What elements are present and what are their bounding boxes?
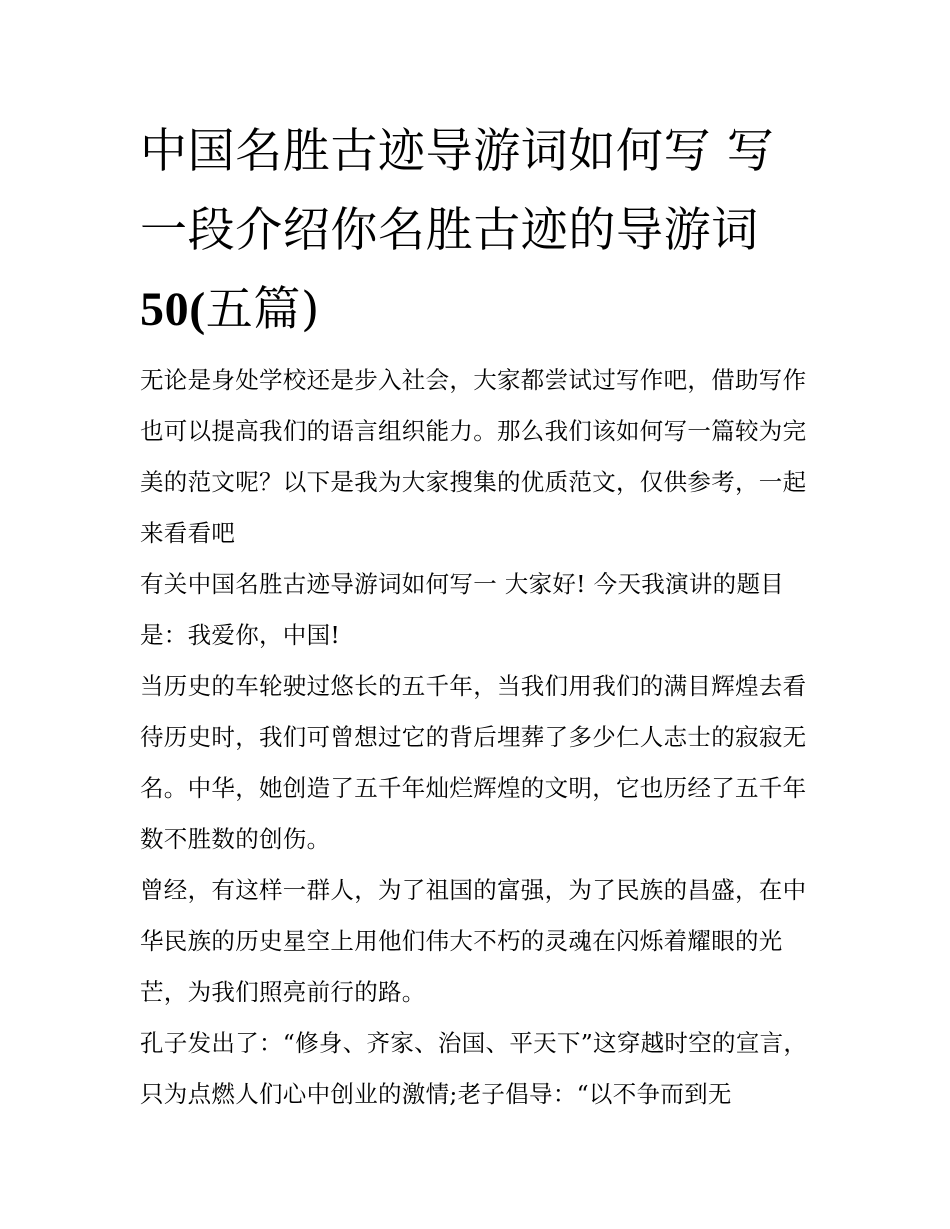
history-paragraph: 当历史的车轮驶过悠长的五千年，当我们用我们的满目辉煌去看待历史时，我们可曾想过它的背后埋葬了多少仁人志士的寂寂无名。中华，她创造了五千年灿烂辉煌的文明，它也历经了五千年数不胜数的创伤。	[140, 672, 807, 853]
heroes-paragraph: 曾经，有这样一群人，为了祖国的富强，为了民族的昌盛，在中华民族的历史星空上用他们伟大不朽的灵魂在闪烁着耀眼的光芒，为我们照亮前行的路。	[140, 876, 807, 1006]
confucius-paragraph: 孔子发出了：“修身、齐家、治国、平天下”这穿越时空的宣言，只为点燃人们心中创业的激情;老子倡导：“以不争而到无	[140, 1029, 808, 1108]
document-title	[140, 112, 815, 349]
document-body	[140, 112, 815, 1120]
speech-opening-paragraph: 有关中国名胜古迹导游词如何写一 大家好! 今天我演讲的题目是：我爱你，中国!	[140, 570, 785, 649]
intro-paragraph: 无论是身处学校还是步入社会，大家都尝试过写作吧，借助写作也可以提高我们的语言组织能力。那么我们该如何写一篇较为完美的范文呢？以下是我为大家搜集的优质范文，仅供参考，一起来看看吧	[140, 366, 807, 547]
document-title-number: 50(	[140, 283, 206, 336]
document-title-main: 中国名胜古迹导游词如何写 写一段介绍你名胜古迹的导游词	[140, 124, 775, 258]
document-title-tail: 五篇)	[205, 282, 320, 337]
